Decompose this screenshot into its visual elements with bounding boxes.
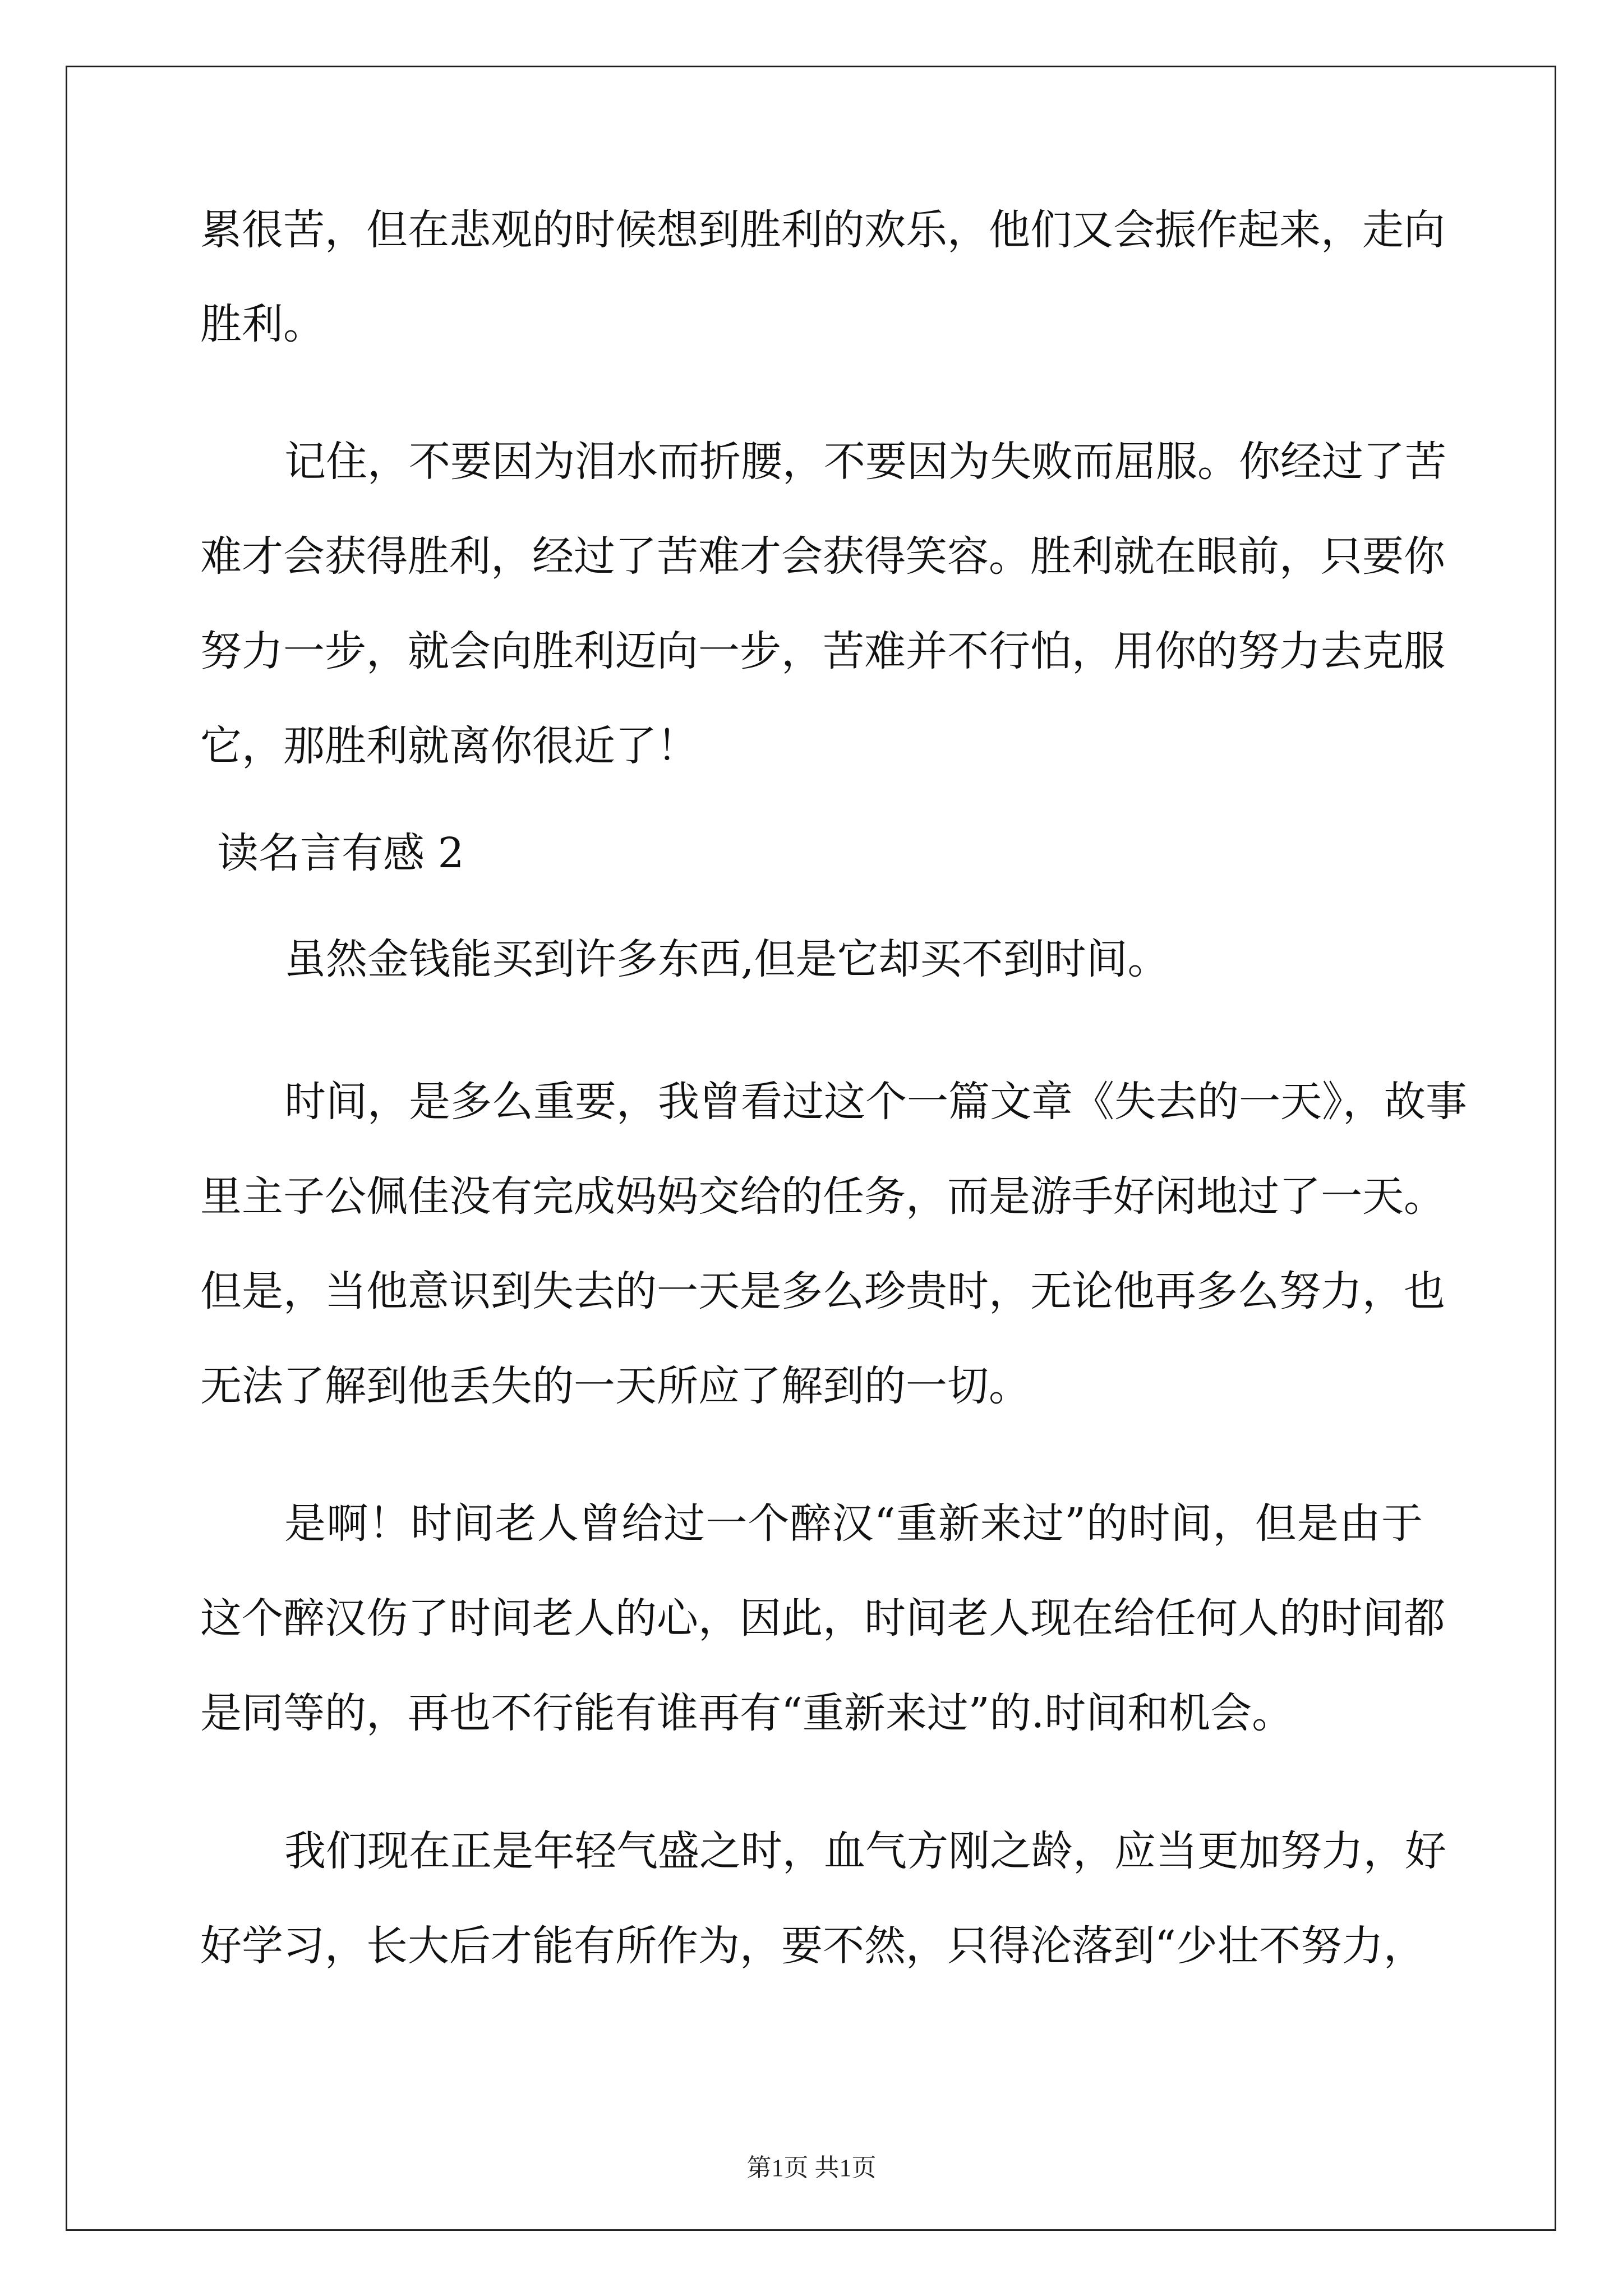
paragraph-line: 我们现在正是年轻气盛之时，血气方刚之龄，应当更加努力，好 [284,1827,1446,1875]
text-line: 努力一步，就会向胜利迈向一步，苦难并不行怕，用你的努力去克服 [200,627,1445,675]
paragraph-line: 是啊！时间老人曾给过一个醉汉“重新来过”的时间，但是由于 [284,1499,1423,1548]
paragraph-line: 时间，是多么重要，我曾看过这个一篇文章《失去的一天》，故事 [284,1078,1467,1126]
text-line: 里主子公佩佳没有完成妈妈交给的任务，而是游手好闲地过了一天。 [200,1172,1445,1221]
paragraph-line: 虽然金钱能买到许多东西,但是它却买不到时间。 [284,935,1169,983]
paragraph-line: 记住，不要因为泪水而折腰，不要因为失败而屈服。你经过了苦 [284,438,1446,486]
page-footer: 第1页 共1页 [746,2154,877,2182]
text-line: 难才会获得胜利，经过了苦难才会获得笑容。胜利就在眼前，只要你 [200,532,1445,581]
text-line: 无法了解到他丢失的一天所应了解到的一切。 [200,1362,1030,1410]
text-line: 好学习，长大后才能有所作为，要不然，只得沦落到“少壮不努力， [200,1922,1425,1970]
text-line: 是同等的，再也不行能有谁再有“重新来过”的.时间和机会。 [200,1689,1294,1737]
text-line: 胜利。 [200,300,325,348]
text-line: 累很苦，但在悲观的时候想到胜利的欢乐，他们又会振作起来，走向 [200,206,1445,254]
text-line: 这个醉汉伤了时间老人的心，因此，时间老人现在给任何人的时间都 [200,1594,1445,1642]
text-line: 它，那胜利就离你很近了！ [200,722,698,770]
section-heading: 读名言有感 2 [217,829,464,877]
page-border [66,66,1556,2231]
text-line: 但是，当他意识到失去的一天是多么珍贵时，无论他再多么努力，也 [200,1267,1445,1315]
